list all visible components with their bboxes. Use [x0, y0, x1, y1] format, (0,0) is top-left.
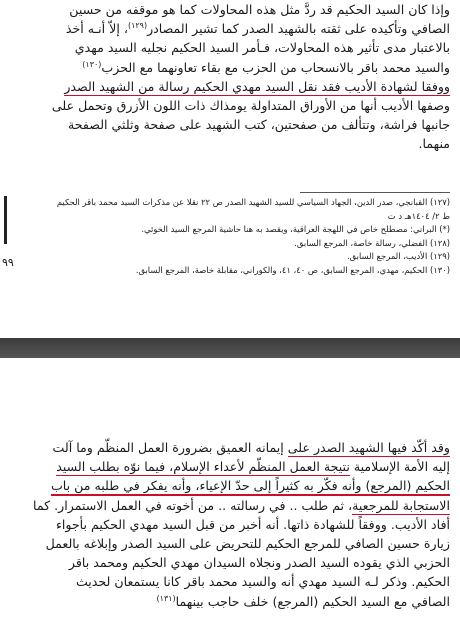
- body-line: الحكيم. وذكر لـه السيد مهدي أنه والسيد محمد باقر كانا يستمعان لحديث: [75, 574, 450, 590]
- margin-bar: [4, 196, 7, 244]
- bottom-body-text: [12, 438, 450, 611]
- body-line: جانبها فراشة، وتتألف من صفحتين، كتب الشهيد على صفحة وثلثي الصفحة: [68, 117, 450, 133]
- body-line-text: ، ثم طلب .. في رسالته .. من أخوته في العمل الاستمرار. كما: [33, 497, 353, 513]
- body-line: أفاد الأديب. ووفقاً للشهادة ذاتها. أنه أخبر من قبل السيد مهدي الحكيم بأجواء: [55, 516, 450, 532]
- body-line: [12, 438, 450, 457]
- body-line: [12, 19, 450, 38]
- footnote-item: ط ٢/ ١٤٠٤هـ د ت: [387, 210, 450, 221]
- body-line: بالاعتبار مدى تأثير هذه المحاولات، فـأمر السيد الحكيم نجليه السيد مهدي: [74, 40, 450, 56]
- page-number: ٩٩: [2, 256, 14, 269]
- footnote-item: (١٢٨) الفضلي، رسالة خاصة، المرجع السابق.: [294, 237, 450, 248]
- highlighted-text: الحكيم (المرجع) وأنه فكّر به كثيراً إلى حدّ الإعياء، وأنه يفكر في طلبه من باب: [51, 478, 450, 495]
- footnote-item: (١٢٧) القبانجي، صدر الدين، الجهاد السياسي للسيد الشهيد الصدر ص ٢٢ نقلا عن مذكرات السيد محمد باقر الحكيم: [56, 197, 450, 207]
- footnote-item: (*) البراني: مصطلح خاص في اللهجة العراقية، ويقصد به هنا حاشية المرجع السيد الخوئي.: [141, 224, 450, 235]
- body-line-text: الصافي مع السيد الحكيم (المرجع) خلف حاجب بينهما: [175, 593, 450, 609]
- body-line-text: إيمانه العميق بضرورة العمل المنظّم وما آلت: [52, 440, 288, 455]
- highlighted-text: نتيجة العمل المنظّم لأعداء الإسلام، فيما نوّه بطلب السيد: [56, 459, 350, 476]
- body-line: [12, 457, 450, 476]
- body-line-highlighted: [12, 77, 450, 96]
- footnote-ref[interactable]: (١٢٩): [127, 21, 148, 31]
- footnote-ref[interactable]: (١٣١): [156, 593, 176, 603]
- body-line: وإذا كان السيد الحكيم قد ردَّ مثل هذه المحاولات كما هو موقفه من حسين: [69, 2, 450, 17]
- highlighted-text: وقد أكّد فيها الشهيد الصدر على: [288, 440, 450, 457]
- body-line-text: والسيد محمد باقر بالانسحاب من الحزب مع بقاء تعاونهما مع الحزب: [101, 59, 450, 75]
- body-line: [12, 496, 450, 515]
- body-line: منهما.: [418, 136, 450, 152]
- body-line: [12, 476, 450, 495]
- highlighted-text: الاستجابة للمرجعية: [352, 498, 450, 515]
- highlighted-text: ووفقا لشهادة الأديب فقد نقل السيد مهدي الحكيم رسالة من الشهيد الصدر: [64, 79, 450, 96]
- footnote-divider: [300, 192, 450, 193]
- footnote-item: (١٣٠) الحكيم، مهدي، المرجع السابق، ص ٤٠، ٤١، والكوراني، مقابلة خاصة، المرجع السابق.: [135, 264, 450, 275]
- footnote-ref[interactable]: (١٣٠): [82, 59, 102, 69]
- body-line-text: إليه الأمة الإسلامية: [349, 459, 450, 475]
- body-line: زيارة حسين الصافي للمرجع الحكيم للتحريض على السيد الصدر وإبلاغه بالعمل: [45, 536, 450, 552]
- body-line: الحزبي الذي يقوده السيد الصدر ونجلاه السيدان مهدي الحكيم ومحمد باقر: [68, 555, 450, 571]
- footnote-item: (١٢٩) الأديب، المرجع السابق.: [347, 251, 450, 262]
- body-line: [12, 592, 450, 611]
- top-body-text: [12, 0, 450, 154]
- footnotes-list: [12, 196, 450, 278]
- body-line: وصفها الأديب أنها من الأوراق المتداولة يومذاك ذات اللون الأزرق وتحمل على: [51, 98, 450, 114]
- body-line-text: الصافي وتأكيده على ثقته بالشهيد الصدر كما تشير المصادر: [147, 21, 450, 37]
- bottom-page: [0, 358, 460, 642]
- page-separator: [0, 338, 460, 358]
- body-line-tail: ، إلاّ أنـه أخذ: [65, 21, 128, 37]
- body-line: [12, 58, 450, 77]
